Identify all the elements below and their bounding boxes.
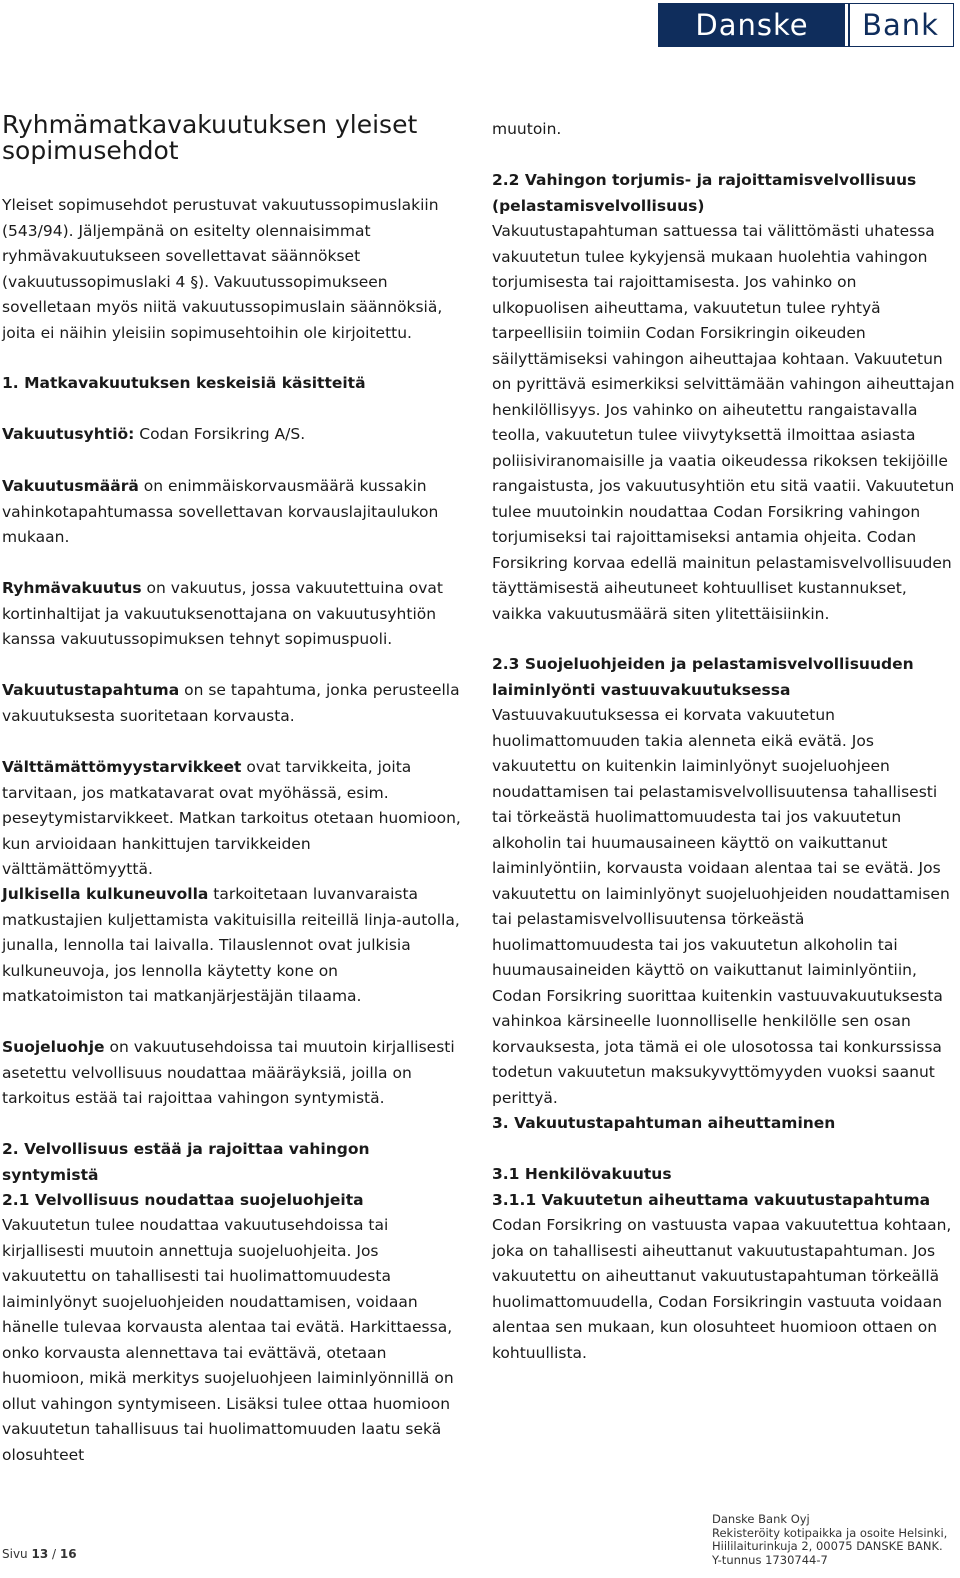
- term: Julkisella kulkuneuvolla: [2, 885, 209, 903]
- company-info: [712, 1513, 947, 1567]
- term: Vakuutusyhtiö:: [2, 425, 135, 443]
- page-current: 13: [31, 1547, 49, 1561]
- paragraph-continuation: muutoin.: [492, 120, 562, 138]
- company-name: Danske Bank Oyj: [712, 1512, 810, 1526]
- page-prefix: Sivu: [2, 1547, 32, 1561]
- term: Välttämättömyystarvikkeet: [2, 758, 242, 776]
- page-total: 16: [59, 1547, 77, 1561]
- definition-insurer: [2, 422, 464, 448]
- term-text: ovat tarvikkeita, joita tarvitaan, jos matkatavarat ovat myöhässä, esim. peseytymistarvikkeet. Matkan tarkoitus otetaan huomioon, kun arvioidaan hankittujen tarvikkeiden välttämättömyyttä.: [2, 758, 461, 878]
- logo-danske: Danske: [659, 4, 845, 46]
- page-title: Ryhmämatkavakuutuksen yleiset sopimusehdot: [2, 110, 418, 165]
- definition-public-transport: [2, 882, 464, 1010]
- heading-section-2: 2. Velvollisuus estää ja rajoittaa vahingon syntymistä: [2, 1140, 370, 1184]
- paragraph-3-1-1: Codan Forsikring on vastuusta vapaa vakuutettua kohtaan, joka on tahallisesti aiheuttanut vakuutustapahtuman. Jos vakuutettu on aiheuttanut vakuutustapahtuman törkeällä huolimattomuudella, Codan Forsikringin vastuuta voidaan alentaa sen mukaan, kun olosuhteet huomioon ottaen on kohtuullista.: [492, 1216, 952, 1362]
- heading-section-3: 3. Vakuutustapahtuman aiheuttaminen: [492, 1114, 836, 1132]
- page-separator: /: [48, 1547, 60, 1561]
- company-registration: Rekisteröity kotipaikka ja osoite Helsinki,: [712, 1525, 948, 1540]
- definition-safety-instruction: [2, 1035, 464, 1112]
- definition-insured-event: [2, 678, 464, 729]
- heading-section-2-1: 2.1 Velvollisuus noudattaa suojeluohjeita: [2, 1191, 364, 1209]
- heading-section-1: 1. Matkavakuutuksen keskeisiä käsitteitä: [2, 374, 366, 392]
- company-business-id: Y-tunnus 1730744-7: [712, 1552, 828, 1567]
- term-text: on se tapahtuma, jonka perusteella vakuutuksesta suoritetaan korvausta.: [2, 681, 460, 725]
- term-text: on vakuutus, jossa vakuutettuina ovat kortinhaltijat ja vakuutuksenottajana on vakuutusyhtiön kanssa vakuutussopimuksen tehnyt sopimuspuoli.: [2, 579, 443, 648]
- definition-necessities: [2, 755, 464, 883]
- danske-bank-logo: [658, 3, 954, 47]
- term: Vakuutustapahtuma: [2, 681, 180, 699]
- paragraph-2-1: Vakuutetun tulee noudattaa vakuutusehdoissa tai kirjallisesti muutoin annettuja suojeluohjeita. Jos vakuutettu on tahallisesti tai huolimattomuudesta laiminlyönyt suojeluohjeiden noudattamisen, voidaan hänelle tulevaa korvausta alentaa tai evätä. Harkittaessa, onko korvausta alennettava tai evättävä, otetaan huomioon, mikä merkitys suojeluohjeen laiminlyönnillä on ollut vahingon syntymiseen. Lisäksi tulee ottaa huomioon vakuutetun tahallisuus tai huolimattomuuden laatu sekä olosuhteet: [2, 1216, 454, 1464]
- heading-section-2-2: 2.2 Vahingon torjumis- ja rajoittamisvelvollisuus (pelastamisvelvollisuus): [492, 171, 917, 215]
- term: Vakuutusmäärä: [2, 477, 139, 495]
- page-number: [2, 1547, 77, 1561]
- paragraph-2-2: Vakuutustapahtuman sattuessa tai välittömästi uhatessa vakuutetun tulee kykyjensä mukaan huolehtia vahingon torjumisesta tai rajoittamisesta. Jos vahinko on ulkopuolisen aiheuttama, vakuutetun tulee ryhtyä tarpeellisiin toimiin Codan Forsikringin oikeuden säilyttämiseksi vahingon aiheuttajaa kohtaan. Vakuutetun on pyrittävä esimerkiksi selvittämään vahingon aiheuttajan henkilöllisyys. Jos vahinko on aiheutettu rangaistavalla teolla, vakuutetun tulee viivytyksettä ilmoittaa asiasta poliisiviranomaisille ja vaatia oikeudessa rikoksen tekijöille rangaistusta, jos vakuutusyhtiön etu sitä vaatii. Vakuutetun tulee muutoinkin noudattaa Codan Forsikring vahingon torjumiseksi tai rajoittamiseksi antamia ohjeita. Codan Forsikring korvaa edellä mainitun pelastamisvelvollisuuden täyttämisestä aiheutuneet kohtuulliset kustannukset, vaikka vakuutusmäärä siten ylitettäisiinkin.: [492, 222, 955, 623]
- term: Suojeluohje: [2, 1038, 105, 1056]
- term-text: on enimmäiskorvausmäärä kussakin vahinkotapahtumassa sovellettavan korvauslajitaulukon mukaan.: [2, 477, 439, 546]
- heading-section-3-1-1: 3.1.1 Vakuutetun aiheuttama vakuutustapahtuma: [492, 1191, 931, 1209]
- term-text: Codan Forsikring A/S.: [134, 425, 306, 443]
- term-text: tarkoitetaan luvanvaraista matkustajien kuljettamista vakituisilla reiteillä linja-autolla, junalla, lennolla tai laivalla. Tilauslennot ovat julkisia kulkuneuvoja, jos lennolla käytetty kone on matkatoimiston tai matkanjärjestäjän tilaama.: [2, 885, 460, 1005]
- heading-section-2-3: 2.3 Suojeluohjeiden ja pelastamisvelvollisuuden laiminlyönti vastuuvakuutuksessa: [492, 655, 914, 699]
- logo-bank: Bank: [845, 4, 953, 46]
- term-text: on vakuutusehdoissa tai muutoin kirjallisesti asetettu velvollisuus noudattaa määräyksiä, joilla on tarkoitus estää tai rajoittaa vahingon syntymistä.: [2, 1038, 455, 1107]
- company-address: Hiililaiturinkuja 2, 00075 DANSKE BANK.: [712, 1539, 943, 1553]
- definition-group-insurance: [2, 576, 464, 653]
- paragraph-2-3: Vastuuvakuutuksessa ei korvata vakuutetun huolimattomuuden takia alenneta eikä evätä. Jos vakuutettu on kuitenkin laiminlyönyt suojeluohjeen noudattamisen tai pelastamisvelvollisuutensa tahallisesti tai törkeästä huolimattomuudesta tai jos vakuutetun alkoholin tai huumausaineen käyttö on vaikuttanut laiminlyöntiin, korvausta voidaan alentaa tai se evätä. Jos vakuutettu on laiminlyönyt suojeluohjeiden noudattamisen tai pelastamisvelvollisuutensa törkeästä huolimattomuudesta tai jos vakuutetun alkoholin tai huumausaineiden käyttö on vaikuttanut laiminlyöntiin, Codan Forsikring suorittaa kuitenkin vastuuvakuutuksesta vahinkoa kärsineelle luonnolliselle henkilölle sen osan korvauksesta, jota tämä ei ole ulosotossa tai konkurssissa todetun vakuutetun maksukyvyttömyyden vuoksi saanut perittyä.: [492, 706, 950, 1107]
- heading-section-3-1: 3.1 Henkilövakuutus: [492, 1165, 672, 1183]
- intro-paragraph: Yleiset sopimusehdot perustuvat vakuutussopimuslakiin (543/94). Jäljempänä on esitelty olennaisimmat ryhmävakuutukseen sovellettavat säännökset (vakuutussopimuslaki 4 §). Vakuutussopimukseen sovelletaan myös niitä vakuutussopimuslain säännöksiä, joita ei näihin yleisiin sopimusehtoihin ole kirjoitettu.: [2, 196, 443, 342]
- term: Ryhmävakuutus: [2, 579, 142, 597]
- definition-sum-insured: [2, 474, 464, 551]
